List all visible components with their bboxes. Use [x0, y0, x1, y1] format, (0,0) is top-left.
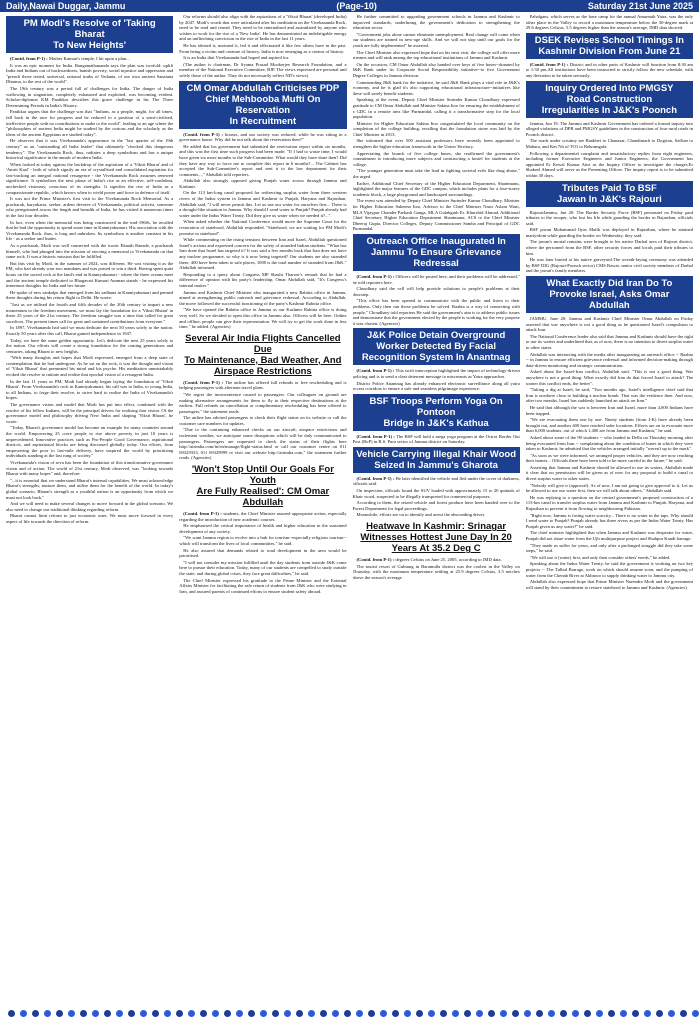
headline-line: Abdullah: [589, 300, 630, 312]
decorative-dot: [296, 1010, 303, 1017]
headline-jk-police-detain: [353, 328, 520, 365]
paragraph-text: Officers will be posted here, and their problems will be addressed," he told reporters here.: [352, 273, 520, 285]
decorative-dot: [512, 1010, 519, 1017]
headline-line: Road Construction: [566, 93, 653, 105]
paragraph: Asserting that Jammu and Kashmir should be allowed to use its waters, Abdullah made it clear that no permission will be given as of now for any proposal to build a canal to divert surplus water to other states.: [525, 464, 693, 482]
paragraph: And we will need to make several changes to move forward in the global scenario. We also need to change our traditional thinking regarding reform.: [6, 501, 174, 512]
decorative-dot: [464, 1010, 471, 1017]
headline-line: 'Won't Stop Until Our Goals For Youth: [191, 464, 334, 487]
decorative-dot: [332, 1010, 339, 1017]
paragraph: Choudhary said the cell will help provide solutions to people's problems at their doorstep.: [352, 286, 520, 297]
headline-line: Irregularities In J&K's Poonch: [541, 104, 678, 116]
paragraph: Minister for Higher Education Sakina Itoo congratulated the local community on the completion of the college building, recalling that the foundation stone was laid by the Chief Minister in 2013.: [352, 120, 520, 137]
headline-line: To Maintenance, Bad Weather, And: [184, 354, 342, 366]
decorative-dot: [620, 1010, 627, 1017]
headline-line: Bridge In J&K's Kathua: [383, 417, 489, 429]
masthead: [0, 0, 699, 12]
paragraph: Bharat cannot limit reform to just economic ones. We must move forward in every aspect of life towards the direction of reform.: [6, 513, 174, 524]
decorative-dot: [44, 1010, 51, 1017]
decorative-dot: [176, 1010, 183, 1017]
paragraph: (The author is chairman, Dr Syama Prasad Mookerjee Research Foundation, and a member of the National Executive Committee, BJP. The views expressed are personal and solely those of the author. They do not necessarily reflect ND's views): [179, 61, 347, 78]
paragraph: [526, 62, 693, 79]
paragraph: Pahalgam, which serves as the base camp for the annual Amarnath Yatra, was the only other place in the Valley to record a maximum temperature below the 30-degree mark at 29.6 degrees Celsius, 5.5 degrees higher than the season's average, IMD data showed.: [525, 14, 693, 31]
decorative-dot: [584, 1010, 591, 1017]
decorative-dot: [356, 1010, 363, 1017]
decorative-dot: [416, 1010, 423, 1017]
headline-line: Chief Mehbooba Mufti On Reservation: [205, 93, 321, 116]
paragraph: RajouriJammu, Jun 20: The Border Security Force (BSF) personnel on Friday paid tributes to the trooper, who lost his life while guarding the border in Rajasthan, officials said.: [525, 209, 693, 226]
headline-khair-wood: [353, 447, 520, 473]
paragraph: [179, 132, 346, 143]
decorative-dot: [536, 1010, 543, 1017]
paragraph: But this visit by Modi, in the summer of 2024, was different. He was visiting it as the PM, who had already won two mandates and was poised to win a third. Having spent quiet hours on the sacred rock at the land's end in Kanniyakumari - where the three oceans meet and the ancient temple dedicated to Bhagavati Kumari Amman stands - he expressed his innermost thoughts for India and her future.: [6, 260, 174, 289]
paragraph: On the occasion, CM Omar Abdullah also handed over keys of five buses--donated by J&K Bank under its Corporate Social Responsibility initiative--to five Government Degree Colleges in Jammu division.: [352, 61, 520, 78]
decorative-dot: [248, 1010, 255, 1017]
paragraph: "The younger generation must take the lead in fighting societal evils like drug abuse," she urged.: [352, 168, 520, 180]
headline-line: Witnesses Hottest June Day In 20: [360, 532, 512, 544]
decorative-dot: [116, 1010, 123, 1017]
headline-line: Recognition System In Anantnag: [361, 352, 511, 364]
paragraph: Speaking at the event, Deputy Chief Minister Surinder Kumar Choudhary expressed gratitude to CM Omar Abdullah and Minister Sakina Itoo for ensuring the establishment of a GDC in a remote area like Purmandal, calling it a transformative step for the local population.: [352, 97, 520, 120]
paragraph: "We have opened the Rabitta office in Jammu as our Kashmir Rabitta office is doing very well. So we decided to open this office in Jammu also. Officers will be here. Online and offline, people can give their representation. We will try to get the work done in less time," he added. (Agencies): [179, 307, 347, 330]
decorative-dot: [68, 1010, 75, 1017]
paragraph: Asked about some of the 90 students -- who landed in Delhi on Thursday morning after being evacuated from Iran -- complaining about the condition of buses in which they were taken to Kashmir, he admitted that the vehicles arranged initially "weren't up to the mark".: [525, 434, 693, 452]
paragraph: [179, 511, 346, 522]
decorative-dot: [344, 1010, 351, 1017]
paragraph: He spoke of new sankalps that emerged from his sadhana in Kanniyakumari and penned these thoughts during his return flight to Delhi. He wrote:: [6, 289, 174, 301]
decorative-dot: [200, 1010, 207, 1017]
paragraph: While commenting on the rising tensions between Iran and Israel, Abdullah questioned Israel's actions and expressed concern for the safety of stranded Indian students. "What has Iran done that Israel has targeted it? It was said a few months back that Iran does not have any nuclear programme, so why is it now being targeted? Our students are also stranded there, 400 have been taken to safe places, 1000 is the total number of stranded from J&K," Abdullah informed.: [179, 237, 347, 271]
paragraph: He observes that it was Vivekananda's appearance in the "last quarter of the 19th century" as an "outstanding all India leader" that ultimately "checked this dangerous tendency". The Vivekananda Rock, thus, radiates a deep symbolism and has a unique historical significance in the annals of modern India.: [6, 138, 174, 161]
decorative-dot: [608, 1010, 615, 1017]
column-2: [179, 14, 346, 998]
decorative-dot: [692, 1010, 699, 1017]
paragraph: "This office has been opened to communicate with the public and listen to their problems. Only then can those problems be solved. Raabta is a way of connecting with people," Choudhary told reporters.He said the government's aim is to address public issues and demonstrate that the government elected by the people is working for the very purpose it was chosen. (Agencies): [352, 298, 520, 326]
decorative-dot: [164, 1010, 171, 1017]
headline-line: What Exactly Did Iran Do To: [546, 278, 673, 290]
paragraph: [353, 434, 520, 445]
paragraph: According to them, the seized vehicle and forest produce have been handed over to the Forest Department for legal proceedings.: [352, 500, 520, 511]
paragraph: He has ideated it, nurtured it, led it and effectuated it like few others have in the past. From being a victim and creature of history, India is now emerging as a creator of history.: [179, 42, 347, 54]
headline-line: Worker Detected By Facial: [376, 341, 496, 353]
paragraph: Responding to a query about Congress MP Shashi Tharoor's remark that he had a difference of opinion with his party's leadership, Omar Abdullah said, "It's Congress's internal matter.": [179, 271, 347, 288]
paragraph: "We regret the inconvenience caused to passengers. Our colleagues on ground are making alternative arrangements for them to fly to their respective destinations at the earliest. Full refunds on cancellation or complimentary rescheduling has been offered to passengers," the statement reads.: [179, 391, 347, 414]
decorative-dot: [572, 1010, 579, 1017]
paragraph: "Nobody will give it (approval). As of now, I am not going to give approval to it. Let us be allowed to use our water first, then we will talk about others," Abdullah said.: [525, 482, 693, 494]
decorative-dot: [440, 1010, 447, 1017]
paragraph: Vivekananda's vision of seva has been the foundation of this transformative governance vision and of action. The world of 21st century, Modi observed, was "looking towards Bharat with many hopes" and, therefore:: [6, 459, 174, 477]
paragraph: Earlier, Additional Chief Secretary of the Higher Education Department, Shantmanu, highlighted the major features of the GDC campus, which includes plans for a four-storey academic block, a large playground and landscaped surroundings.: [352, 180, 520, 197]
paragraph: He was later buried at his native graveyard.The wreath-laying ceremony was attended by BSF DIG (Rajouri-Poonch sector) CMS Rawat, senior civil society members of Darhal and the jawan's family members.: [525, 257, 693, 274]
headline-line: Heatwave In Kashmir: Srinagar: [366, 521, 507, 533]
headline-wont-stop: [179, 464, 346, 508]
paragraph: On the 113 km-long canal proposed for redirecting surplus water from three western rivers of the Indus system in Jammu and Kashmir to Punjab, Haryana and Rajasthan, Abdullah said, "I will never permit this. Let us use our water for ourselves first... There is a drought-like situation in Jammu. Why should I send water to Punjab? Punjab already had water under the Indus Water Treaty. Did they give us water when we needed it?...".: [179, 190, 347, 218]
decorative-dot: [452, 1010, 459, 1017]
decorative-dot: [212, 1010, 219, 1017]
paragraph: The airline has advised passengers to check their flight status on its website or call the customer care numbers for updates.: [179, 415, 347, 426]
paragraph: On inspection, officials found the SUV loaded with approximately 15 to 20 quintals of Khair wood, suspected to be illegally transported for commercial purposes.: [352, 488, 520, 499]
paragraph: "We want Jammu region to evolve into a hub for tourism--especially religious tourism--which will transform the lives of local communities," he said.: [179, 535, 347, 546]
decorative-dot: [224, 1010, 231, 1017]
contd-lead: (Contd. from P-1) :: [356, 475, 395, 481]
paragraph: "We are evacuating them one by one. Ninety students (from J-K) have already been brought out, and another 400 have reached safer locations. Efforts are on to evacuate more than 6,000 students, out of which 1,400 are from Jammu and Kashmir," he said.: [525, 417, 693, 434]
headline-bsf-tributes: [526, 181, 693, 207]
paragraph: The roads under scrutiny are Bankhet to Chanasar, Chandimarh to Dogrian, Saffian to Mahara, and Km 7th of TO1 to Behramgala.: [525, 138, 693, 149]
decorative-dot: [260, 1010, 267, 1017]
decorative-dot: [92, 1010, 99, 1017]
paragraph: "Today, Bharat's governance model has become an example for many countries around the world. Empowering 25 crore people to rise above poverty in just 10 years is unprecedented. Innovative practices such as Pro-People Good Governance, aspirational districts, and aspirational blocks are being discussed globally today. Our efforts, from empowering the poor to last-mile delivery, have inspired the world by prioritising individuals standing at the last rung of society.": [6, 425, 174, 459]
contd-lead: (Contd. from P-1) :: [183, 379, 224, 385]
paragraph: Abdullah also strongly opposed giving Punjab water across through Jammu and Kashmir.: [179, 178, 347, 189]
decorative-dot: [680, 1010, 687, 1017]
headline-line: Jammu To Ensure Grievance: [371, 246, 502, 258]
paragraph-text: students, the Chief Minister assured appropriate action, especially regarding the introduction of new academic courses.: [179, 511, 347, 522]
paragraph: "We will use it (water) first, and only then consider others' needs," he added.: [529, 554, 671, 560]
paragraph: In 1897, Vivekananda had said we must dedicate the next 50 years solely to the nation. Exactly 50 years after this call, Bharat gained independence in 1947.: [6, 325, 174, 336]
paragraph: District Police Anantnag has already enhanced electronic surveillance along all yatra access corridors to ensure a safe and seamless pilgrimage experience.: [352, 380, 520, 392]
paragraph: [353, 368, 520, 379]
headline-line: Airspace Restrictions: [214, 365, 312, 377]
decorative-dot: [8, 1010, 15, 1017]
decorative-dot: [320, 1010, 327, 1017]
headline-line: Jawan In J&K's Rajouri: [557, 193, 662, 205]
paragraph: He was replying to a question on the central government's proposed construction of a 113-km canal to transfer surplus water from Jammu and Kashmir to Punjab, Haryana, and Rajasthan to prevent it from flowing to neighbouring Pakistan.: [525, 494, 693, 512]
decorative-dot: [404, 1010, 411, 1017]
paragraph-text: District and in other parts of Kashmir will function from 8:30 am to 1:30 pm.All institutions have been instructed to strictly follow the new schedule, with any deviation to be taken seriously.: [525, 61, 693, 78]
column-1: [6, 14, 173, 998]
contd-lead: (Contd. from P-1) :: [356, 368, 395, 374]
paragraph: Following a departmental complaint and unsatisfactory replies from eight engineers, including former Executive Engineers and Junior Engineers, the Government has appointed Er Kewal Kumar Attri as the Inquiry Officer to investigate the charges.Er Shakeel Ahmed will serve as the Presenting Officer. The inquiry report is to be submitted within 30 days.: [525, 150, 693, 178]
paragraph: Our reforms should also align with the aspirations of a 'Viksit Bharat' (developed India) by 2047. Modi's words that were articulated after his meditation on the Vivekananda Rock, need to be read and reread. They need to be internalised and assimilated by anyone who wishes to work for the rise of a 'New India'. He has demonstrated an indefatigable energy and an unflinching conviction in the rise of India in the last 11 years.: [179, 14, 347, 42]
headline-line: Are Fully Realised': CM Omar Abdullah: [196, 486, 330, 509]
paragraph: Speaking about the Indus Water Treaty, he said the government is working on two key projects -- The Tulbul Barrage, work on which should resume soon, and the pumping of water from the Chenab River at Akhnoor to supply drinking water to Jammu city.: [525, 561, 693, 578]
decorative-dot: [152, 1010, 159, 1017]
paragraph: The chief minister highlighted that when Jammu and Kashmir was desperate for water, Punjab did not share water from the Ujh multipurpose project and Shahpur Kandi barrage.: [525, 530, 693, 541]
paragraph: The Chief Minister expressed his gratitude to the Prime Minister and the External Affairs Minister for facilitating the safe return of students from J&K who were studying in Iran, and assured parents of continued efforts to ensure student safety abroad.: [179, 577, 347, 594]
paragraph: "Due to the continuing enhanced checks on our aircraft, airspace restrictions and inclement weather, we anticipate some disruptions which will be duly communicated to passengers. Passengers are requested to check the status of their flights here http://airindia.com/in/en/manage/flight-status.html or call our customer centre on 011 69329333, 011 69329999 or visit our website http://airindia.com," the statement further reads. (Agencies): [179, 427, 347, 461]
paragraph: Meanwhile, efforts are on to identify and arrest the absconding driver.: [356, 512, 485, 518]
page-number: (Page-10): [336, 1, 377, 11]
decorative-dot: [272, 1010, 279, 1017]
decorative-dot: [560, 1010, 567, 1017]
headline-dsek-school-timings: [526, 33, 693, 59]
paragraph: The governance vision and model that Modi has put into effect, combined with the resolve of his fellow Indians, will be the principal drivers for realising that vision. Of the governance model and philosophy driving New India and shaping 'Viksit Bharat', he wrote:: [6, 402, 174, 424]
paragraph-text: degrees Celsius on June 25, 2005, according to IMD data.: [395, 557, 502, 563]
paragraph-text: He later identified the vehicle and fled under the cover of darkness, officials said.: [352, 475, 520, 487]
paragraph: "Just as we utilised the fourth and fifth decades of the 20th century to impart a new momentum to the freedom movement, we must lay the foundation for a 'Viksit Bharat' in these 25 years of the 21st century. The freedom struggle was a time that called for great sacrifices. The present times call for great and sustained contributions from everyone.": [6, 301, 174, 324]
decorative-dot: [380, 1010, 387, 1017]
headline-heatwave: [353, 521, 520, 554]
paragraph: Jammu, Jun 19: The Jammu and Kashmir Government has ordered a formal inquiry into alleged violations of DPR and PMGSY guidelines in the construction of four rural roads in Poonch district.: [525, 120, 693, 137]
paragraph-text: The airline has offered full refunds or free rescheduling and is helping passengers with alternate travel plans.: [179, 379, 347, 391]
paragraph: Appreciating the launch of five college buses, she reaffirmed the government's commitment to introducing more subjects and constructing a hostel for students at the college.: [352, 150, 520, 167]
headline-line: CM Omar Abdullah Criticises PDP: [186, 82, 340, 94]
paragraph: Abdullah also expressed hope that Prime Minister Narendra Modi and the government will stand by their commitment to restore statehood to Jammu and Kashmir. (Agencies): [525, 579, 693, 590]
paragraph: The 19th century was a period full of challenges for India. The danger of India wallowing in stagnation, completely exhausted and exploited, was becoming evident. Scholar-diplomat KM Panikkar describes this grave challenge in his The Three Determining Periods in India's History.: [6, 85, 174, 108]
contd-lead: (Contd. from P-1) :: [10, 56, 48, 61]
paragraph: He further committed to upgrading government schools in Jammu and Kashmir to improved standards, underlining the government's dedication to strengthening the education sector.: [352, 14, 520, 31]
contd-lead: (Contd. from P-1) :: [183, 511, 222, 517]
decorative-dot: [500, 1010, 507, 1017]
headline-line: Provoke Israel, Asks Omar: [549, 289, 670, 301]
headline-line: Kashmir Division From June 21: [538, 45, 681, 57]
headline-line: Inquiry Ordered Into PMGSY: [545, 82, 674, 94]
contd-lead: (Contd. from P-1) :: [183, 131, 224, 137]
paragraph: Commending J&K bank for the initiative, he said J&K Bank plays a vital role in J&K's economy, and he is glad it's also supporting educational infrastructure--initiatives like these will surely benefit students.: [352, 79, 520, 96]
paragraph-text: This swift interception highlighted the impact of technology-driven policing and is to send a clear deterrent message to miscreants as Yatra approaches.: [352, 368, 520, 379]
paragraph: As a pracharak, Modi was well connected with the iconic Eknath Ranade, a pracharak himself, who had plunged into the mission of erecting a memorial to Vivekananda on that same rock. It was a historic mission that he fulfilled.: [6, 243, 174, 260]
headline-pmgsy-inquiry: [526, 81, 693, 118]
paragraph: BSF jawan Mohammad Ilyas Malik was deployed in Rajasthan, where he attained martyrdom while guarding the border on Wednesday, they said.: [525, 227, 693, 238]
headline-line: PM Modi's Resolve of 'Taking Bharat: [23, 18, 156, 40]
headline-outreach-office: [353, 234, 520, 271]
paragraph: "Taking a dig at Israel, he said, "Two months ago, Israel's intelligence chief said that Iran is nowhere close to building a nuclear bomb. That was the evidence then. And now, after two months, Israel has suddenly launched an attack on Iran.": [525, 387, 693, 404]
paragraph: Asked about the Israel-Iran conflict, Abdullah said, "This is not a good thing. War anywhere is not a good thing. What exactly did Iran do that forced Israel to attack? The sooner this conflict ends, the better".: [525, 369, 693, 386]
decorative-dot: [140, 1010, 147, 1017]
headline-line: In Recruitment: [229, 115, 297, 127]
issue-date: Saturday 21st June 2025: [587, 1, 693, 11]
paragraph-text: houses, and our society was reduced, while he was sitting in a governance house. Why did he not talk about the reservation then?": [179, 131, 347, 143]
headline-line: J&K Police Detain Overground: [366, 330, 506, 342]
headline-line: To New Heights': [53, 40, 127, 51]
paragraph: JAMMU, June 20: Jammu and Kashmir Chief Minister Omar Abdullah on Friday asserted that war anywhere is not a good thing as he questioned Israel's compulsion to attack Iran.: [525, 316, 693, 333]
paragraph-text: The BSF will hold a mega yoga program at the Octroi Border Out Post (BoP) in R.S. Pura sector of Jammu district on Saturday.: [352, 433, 520, 445]
paragraph: "...it is essential that we understand Bharat's internal capabilities. We must acknowledge Bharat's strengths, nurture them, and utilise them for the benefit of the world. In today's global scenario, Bharat's strength as a youthful nation is an opportunity from which we must not look back.": [6, 477, 174, 500]
paragraph: Panikkar argues that the challenge was that "Indians, as a people, might, for all times, fall back in the race for progress and be reduced to a position of a semi-civilised, ineffective people with no contributions to make to the world", leading to an age where the "philosophies of ancient India might be studied by the curious and the scholarly as the ideas of the ancient Egyptians are studied today".: [6, 109, 174, 137]
decorative-dot: [236, 1010, 243, 1017]
paragraph: It is an India that Vivekananda had hoped and aspired for.: [183, 55, 290, 61]
decorative-dots: [8, 1010, 699, 1017]
article-modi-resolve: [6, 56, 173, 525]
decorative-dot: [596, 1010, 603, 1017]
headline-line: Seized In Jammu's Gharota: [374, 459, 498, 471]
footer-dot-strip: [0, 1002, 699, 1024]
paragraph: [353, 274, 520, 285]
paragraph: He also assured that demands related to road development in the area would be prioritised.: [179, 547, 347, 559]
headline-iran-israel: [526, 276, 693, 313]
headline-line: BSF Troops Perform Yoga On Pontoon: [369, 395, 503, 418]
contd-lead: (Contd. from P-1) :: [356, 273, 395, 279]
paragraph: Today, we have the same golden opportunity. Let's dedicate the next 25 years solely to the nation. Our efforts will create a strong foundation for the coming generations and centuries, taking Bharat to new heights.: [6, 337, 174, 354]
paragraph: "With many thoughts and hopes that Modi expressed, emerged from a deep state of contemplation that he had undergone. As he sat on the rock, it was the thought and vision of 'Viksit Bharat' that permeated his mind and his psyche. His meditation unmistakably evoked the resolve to initiate and realise that epochal vision of a resurgent India.: [6, 355, 174, 378]
paragraph: "As soon as we were informed, we arranged proper vehicles, and they are now reaching their homes... Officials there have been told to be more careful in the future," he said.: [525, 452, 693, 464]
paragraph: In fact, even when the memorial was being constructed in the mid-1960s, he recalled that he had the opportunity to spend some time in Kanniyakumari. His association with the Vivekananda Rock, thus, is long and unbroken. Its symbolism is another constant in his life - as a seeker and leader.: [6, 219, 174, 242]
paragraph: The jawan's mortal remains were brought to his native Darhal area of Rajouri district, where the personnel from the BSF, other security forces and locals paid their tributes to him.: [525, 239, 693, 256]
decorative-dot: [56, 1010, 63, 1017]
headline-line: Several Air India Flights Cancelled Due: [185, 332, 341, 355]
decorative-dot: [488, 1010, 495, 1017]
paragraph: He emphasised the critical importance of health and higher education in the sustained development of any society.: [179, 523, 347, 534]
headline-line: Tributes Paid To BSF: [561, 182, 657, 194]
decorative-dot: [308, 1010, 315, 1017]
decorative-dot: [284, 1010, 291, 1017]
headline-line: Redressal: [413, 257, 459, 269]
paragraph: "They made us suffer for years, and only after a prolonged struggle did they take some steps," he said.: [525, 542, 693, 554]
decorative-dot: [668, 1010, 675, 1017]
decorative-dot: [128, 1010, 135, 1017]
paragraph: [179, 380, 346, 391]
paragraph: When looked at today against the backdrop of the aspiration of a 'Viksit Bharat' and of 'Amrit Kaal' - both of which signify an era of crystallised and consolidated aspiration for fast-tracking an integral national resurgence - the Vivekananda Rock assumes renewed significance. It symbolises the next phase of India's rise as an effective, self-confident, unchecked visionary, conscious of its strengths. It signifies the rise of India as a compassionate republic, which knows when to wield power and force in defence of itself.: [6, 161, 174, 195]
paragraph: The Chief Minister also expressed hope that on his next visit, the college will offer more streams and will rank among the top educational institutions of Jammu and Kashmir.: [352, 49, 520, 61]
decorative-dot: [656, 1010, 663, 1017]
decorative-dot: [644, 1010, 651, 1017]
decorative-dot: [548, 1010, 555, 1017]
decorative-dot: [188, 1010, 195, 1017]
contd-lead: (Contd. from P-1) :: [356, 433, 395, 439]
decorative-dot: [632, 1010, 639, 1017]
paragraph: It was an epic moment for India. Rangamathananda says the plan was twofold: uplift India and Indians out of backwardness, banish poverty, social injustice and oppression and "preach those tested, universal, rational truths of Vedanta, of our own ancient Sanatana Dharma, to the rest of the world".: [6, 62, 174, 85]
headline-bsf-yoga: [353, 394, 520, 431]
paper-name: Daily,Nawai Duggar, Jammu: [6, 1, 126, 11]
decorative-dot: [476, 1010, 483, 1017]
columns: [6, 14, 693, 998]
decorative-dot: [32, 1010, 39, 1017]
headline-line: Vehicle Carrying Illegal Khair Wood: [356, 448, 517, 460]
contd-lead: (Contd. from P-1) :: [529, 61, 569, 67]
paragraph: He said that although the war is between Iran and Israel, more than 4,000 Indians have been trapped.: [525, 404, 693, 416]
decorative-dot: [20, 1010, 27, 1017]
headline-omar-criticises-pdp: [179, 81, 346, 129]
paragraph: "I will not consider my mission fulfilled until the day students from outside J&K come here to pursue their education. Today, many of our students are compelled to study outside the state, and during global crises, they face great difficulties," he said.: [179, 559, 347, 576]
contd-lead: (Contd. from P-1) :: [356, 557, 395, 563]
paragraph: The tourist resort of Gulmarg in Baramulla district was the coolest in the Valley on Thursday, with the maximum temperature settling at 25.9 degrees Celsius, 3.5 notches above the season's average.: [352, 563, 520, 580]
paragraph: The event was attended by Deputy Chief Minister Surinder Kumar Choudhary, Minister for Higher Education Sakeena Itoo, Advisor to the Chief Minister Nasir Aslam Wani, MLA Vijaypur Chander Parkash Ganga, MLA Gulabgarh Er. Khurshid Ahmad, Additional Chief Secretary Higher Education Department Shantmanu, ACS to the Chief Minister Dheeraj Gupta, Director Colleges, Deputy Commissioner Samba and Principal of GDC Purmandal.: [352, 198, 520, 232]
decorative-dot: [80, 1010, 87, 1017]
headline-line: Years At 35.2 Deg C: [391, 543, 481, 555]
headline-line: DSEK Revises School Timings In: [534, 34, 684, 46]
headline-air-india-cancelled: [179, 333, 346, 377]
decorative-dot: [104, 1010, 111, 1017]
headline-line: Outreach Office Inaugurated In: [366, 235, 506, 247]
paragraph: [6, 56, 173, 62]
decorative-dot: [392, 1010, 399, 1017]
paragraph: She informed that over 500 assistant professors have recently been appointed to strengthen the higher education framework in the Union Territory.: [352, 138, 520, 150]
headline-modi-resolve: [6, 16, 173, 53]
decorative-dot: [368, 1010, 375, 1017]
paragraph: [353, 557, 520, 563]
paragraph: The National Conference leader also said that Jammu and Kashmir should have the right to use its waters and underlined that, as of now, there is no intention to divert surplus water to other states.: [525, 333, 693, 350]
decorative-dot: [524, 1010, 531, 1017]
paragraph: "Right now, Jammu is facing water scarcity... There is no water in the taps. Why should I send water to Punjab? Punjab already has three rivers as per the Indus Water Treaty. Has Punjab given us any water?" he said.: [525, 512, 693, 529]
paragraph: He added that his government had submitted the reservation report within six months, and this was the first time such progress had been made. "If I had to waste time, I would have given six more months to the Sub-Committee. What would they have done then? Did they have any way to force me to complete this report in 6 months?... The Cabinet has accepted the Sub-Committee's report and sent it to the law department for their comments...," Abdullah told reporters.: [179, 143, 347, 177]
paragraph: When asked whether the National Conference would move the Supreme Court for the restoration of statehood, Abdullah responded, "Statehood, we are waiting for PM Modi's promise in statehood".: [179, 219, 347, 236]
paragraph: It was not the Prime Minister's first visit to the Vivekananda Rock Memorial. As a pracharak, karyakarta, seeker, ardent devotee of Vivekananda, political activist, someone who peregrinated across the length and breadth of India, he has visited it numerous times in the last four decades.: [6, 196, 174, 219]
paragraph: Jammu and Kashmir Chief Minister also inaugurated a new Rabitta office in Jammu, aimed at strengthening public outreach and grievance redressal. According to Abdullah, the move followed the successful functioning of the party's Kashmir Rabitta office.: [179, 289, 347, 306]
paragraph: "Government jobs alone cannot eliminate unemployment. Real change will come when our students are trained in new-age skills. And we will not stop until our goals for the youth are fully implemented" he asserted.: [352, 31, 520, 48]
column-4: [526, 14, 693, 998]
column-3: [353, 14, 520, 998]
paragraph: Abdullah was interacting with the media after inaugurating an outreach office -- Raabta -- in Jammu to ensure efficient grievance redressal and informed decision-making through data-driven monitoring and strategic communication.: [525, 351, 693, 368]
paragraph-text: Mother Kumari's temple, I hit upon a plan...: [48, 56, 130, 61]
paragraph: [353, 476, 520, 487]
paragraph: In the last 11 years as PM, Modi had already begun laying the foundation of 'Viksit Bharat'. From Vivekananda's rock in Kanniyakumari, his call was to India, to young India, to all Indians, to forge their resolve, to strive hard to realise the India of Vivekananda's hopes.: [6, 378, 174, 401]
decorative-dot: [428, 1010, 435, 1017]
